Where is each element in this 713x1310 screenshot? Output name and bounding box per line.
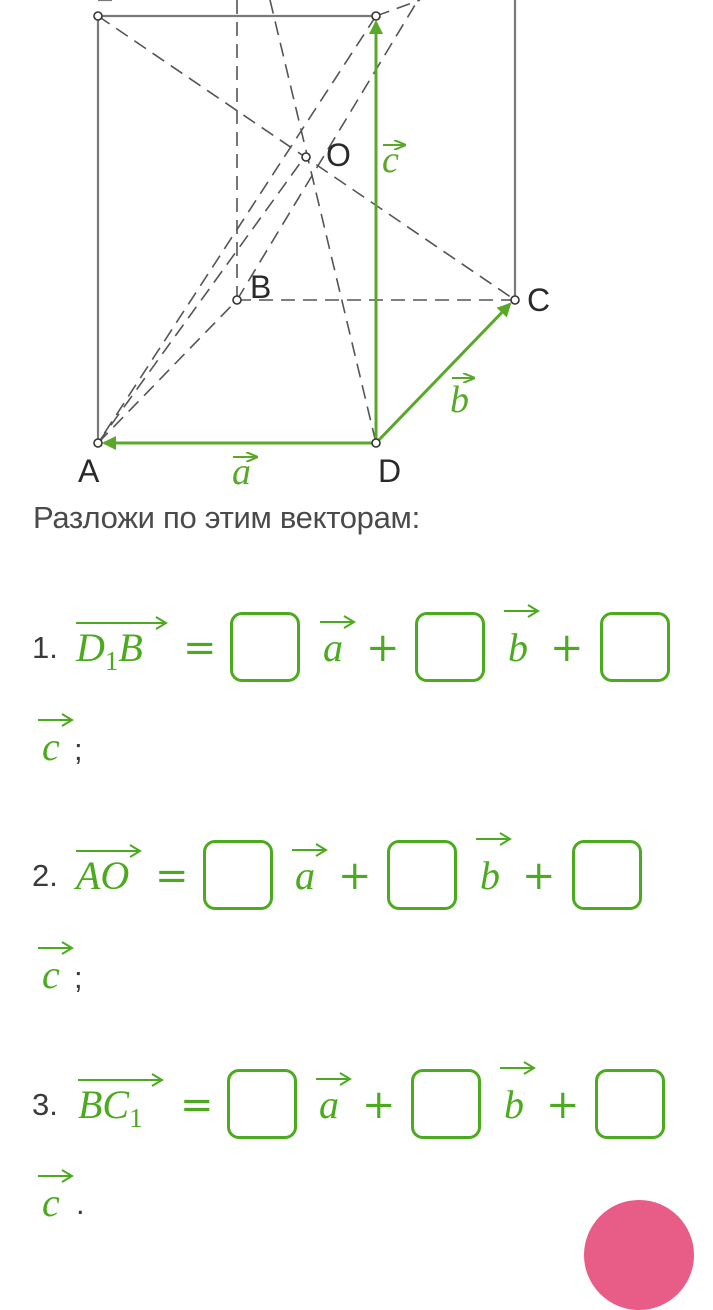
- symbol-c: c: [42, 724, 60, 769]
- symbol-a: a: [319, 1082, 339, 1127]
- overarrow-icon: [314, 1071, 354, 1087]
- symbol-c: c: [42, 952, 60, 997]
- task-prompt: Разложи по этим векторам:: [33, 500, 420, 535]
- label-d: D: [378, 453, 402, 489]
- symbol-c: c: [42, 1180, 60, 1225]
- parallelepiped-figure: [0, 0, 713, 495]
- plus-sign: +: [546, 1082, 580, 1128]
- item-number: 3.: [32, 1087, 58, 1122]
- answer-box-1b[interactable]: [415, 612, 485, 682]
- item-number: 2.: [32, 858, 58, 893]
- symbol-a: a: [295, 853, 315, 898]
- overarrow-icon: [36, 1168, 76, 1184]
- vector-label-a: a: [232, 451, 251, 493]
- vector-b: [376, 304, 510, 443]
- overarrow-icon: [36, 712, 76, 728]
- vector-bc1: $BC_1$: [78, 1085, 143, 1125]
- symbol-a: a: [323, 625, 343, 670]
- floating-action-button[interactable]: [584, 1200, 694, 1310]
- plus-sign: +: [550, 625, 584, 671]
- overarrow-icon: [318, 614, 358, 630]
- plus-sign: +: [338, 853, 372, 899]
- answer-box-3c[interactable]: [595, 1069, 665, 1139]
- label-c: C: [527, 282, 551, 318]
- answer-box-2c[interactable]: [572, 840, 642, 910]
- label-b: B: [250, 269, 272, 305]
- equals-sign: =: [183, 625, 217, 671]
- answer-box-1a[interactable]: [230, 612, 300, 682]
- end-punctuation: ;: [74, 960, 83, 995]
- symbol-b: b: [480, 853, 500, 898]
- vector-labels: [232, 139, 469, 493]
- overarrow-icon: [78, 1072, 164, 1088]
- vector-label-b: b: [450, 379, 469, 421]
- answer-box-1c[interactable]: [600, 612, 670, 682]
- overarrow-icon: [498, 1060, 538, 1076]
- overarrow-icon: [290, 842, 330, 858]
- label-a: A: [78, 453, 100, 489]
- end-punctuation: .: [76, 1186, 85, 1221]
- answer-box-3a[interactable]: [227, 1069, 297, 1139]
- equals-sign: =: [155, 853, 189, 899]
- vertex-labels: [78, 137, 550, 489]
- plus-sign: +: [366, 625, 400, 671]
- symbol-b: b: [504, 1082, 524, 1127]
- answer-box-2b[interactable]: [387, 840, 457, 910]
- equals-sign: =: [180, 1082, 214, 1128]
- vector-label-c: c: [382, 139, 399, 181]
- answer-box-2a[interactable]: [203, 840, 273, 910]
- overarrow-icon: [474, 831, 514, 847]
- dashed-edges: [98, 0, 515, 443]
- label-o: O: [326, 137, 351, 173]
- end-punctuation: ;: [74, 732, 83, 767]
- overarrow-icon: [76, 615, 168, 631]
- figure-svg: [0, 0, 713, 495]
- plus-sign: +: [522, 853, 556, 899]
- plus-sign: +: [362, 1082, 396, 1128]
- symbol-b: b: [508, 625, 528, 670]
- vector-ao: AO: [76, 856, 129, 896]
- overarrow-icon: [76, 843, 142, 859]
- vector-d1b: $D_1B$: [76, 628, 143, 668]
- answer-box-3b[interactable]: [411, 1069, 481, 1139]
- overarrow-icon: [502, 603, 542, 619]
- item-number: 1.: [32, 630, 58, 665]
- overarrow-icon: [36, 940, 76, 956]
- solid-edges: [98, 0, 515, 443]
